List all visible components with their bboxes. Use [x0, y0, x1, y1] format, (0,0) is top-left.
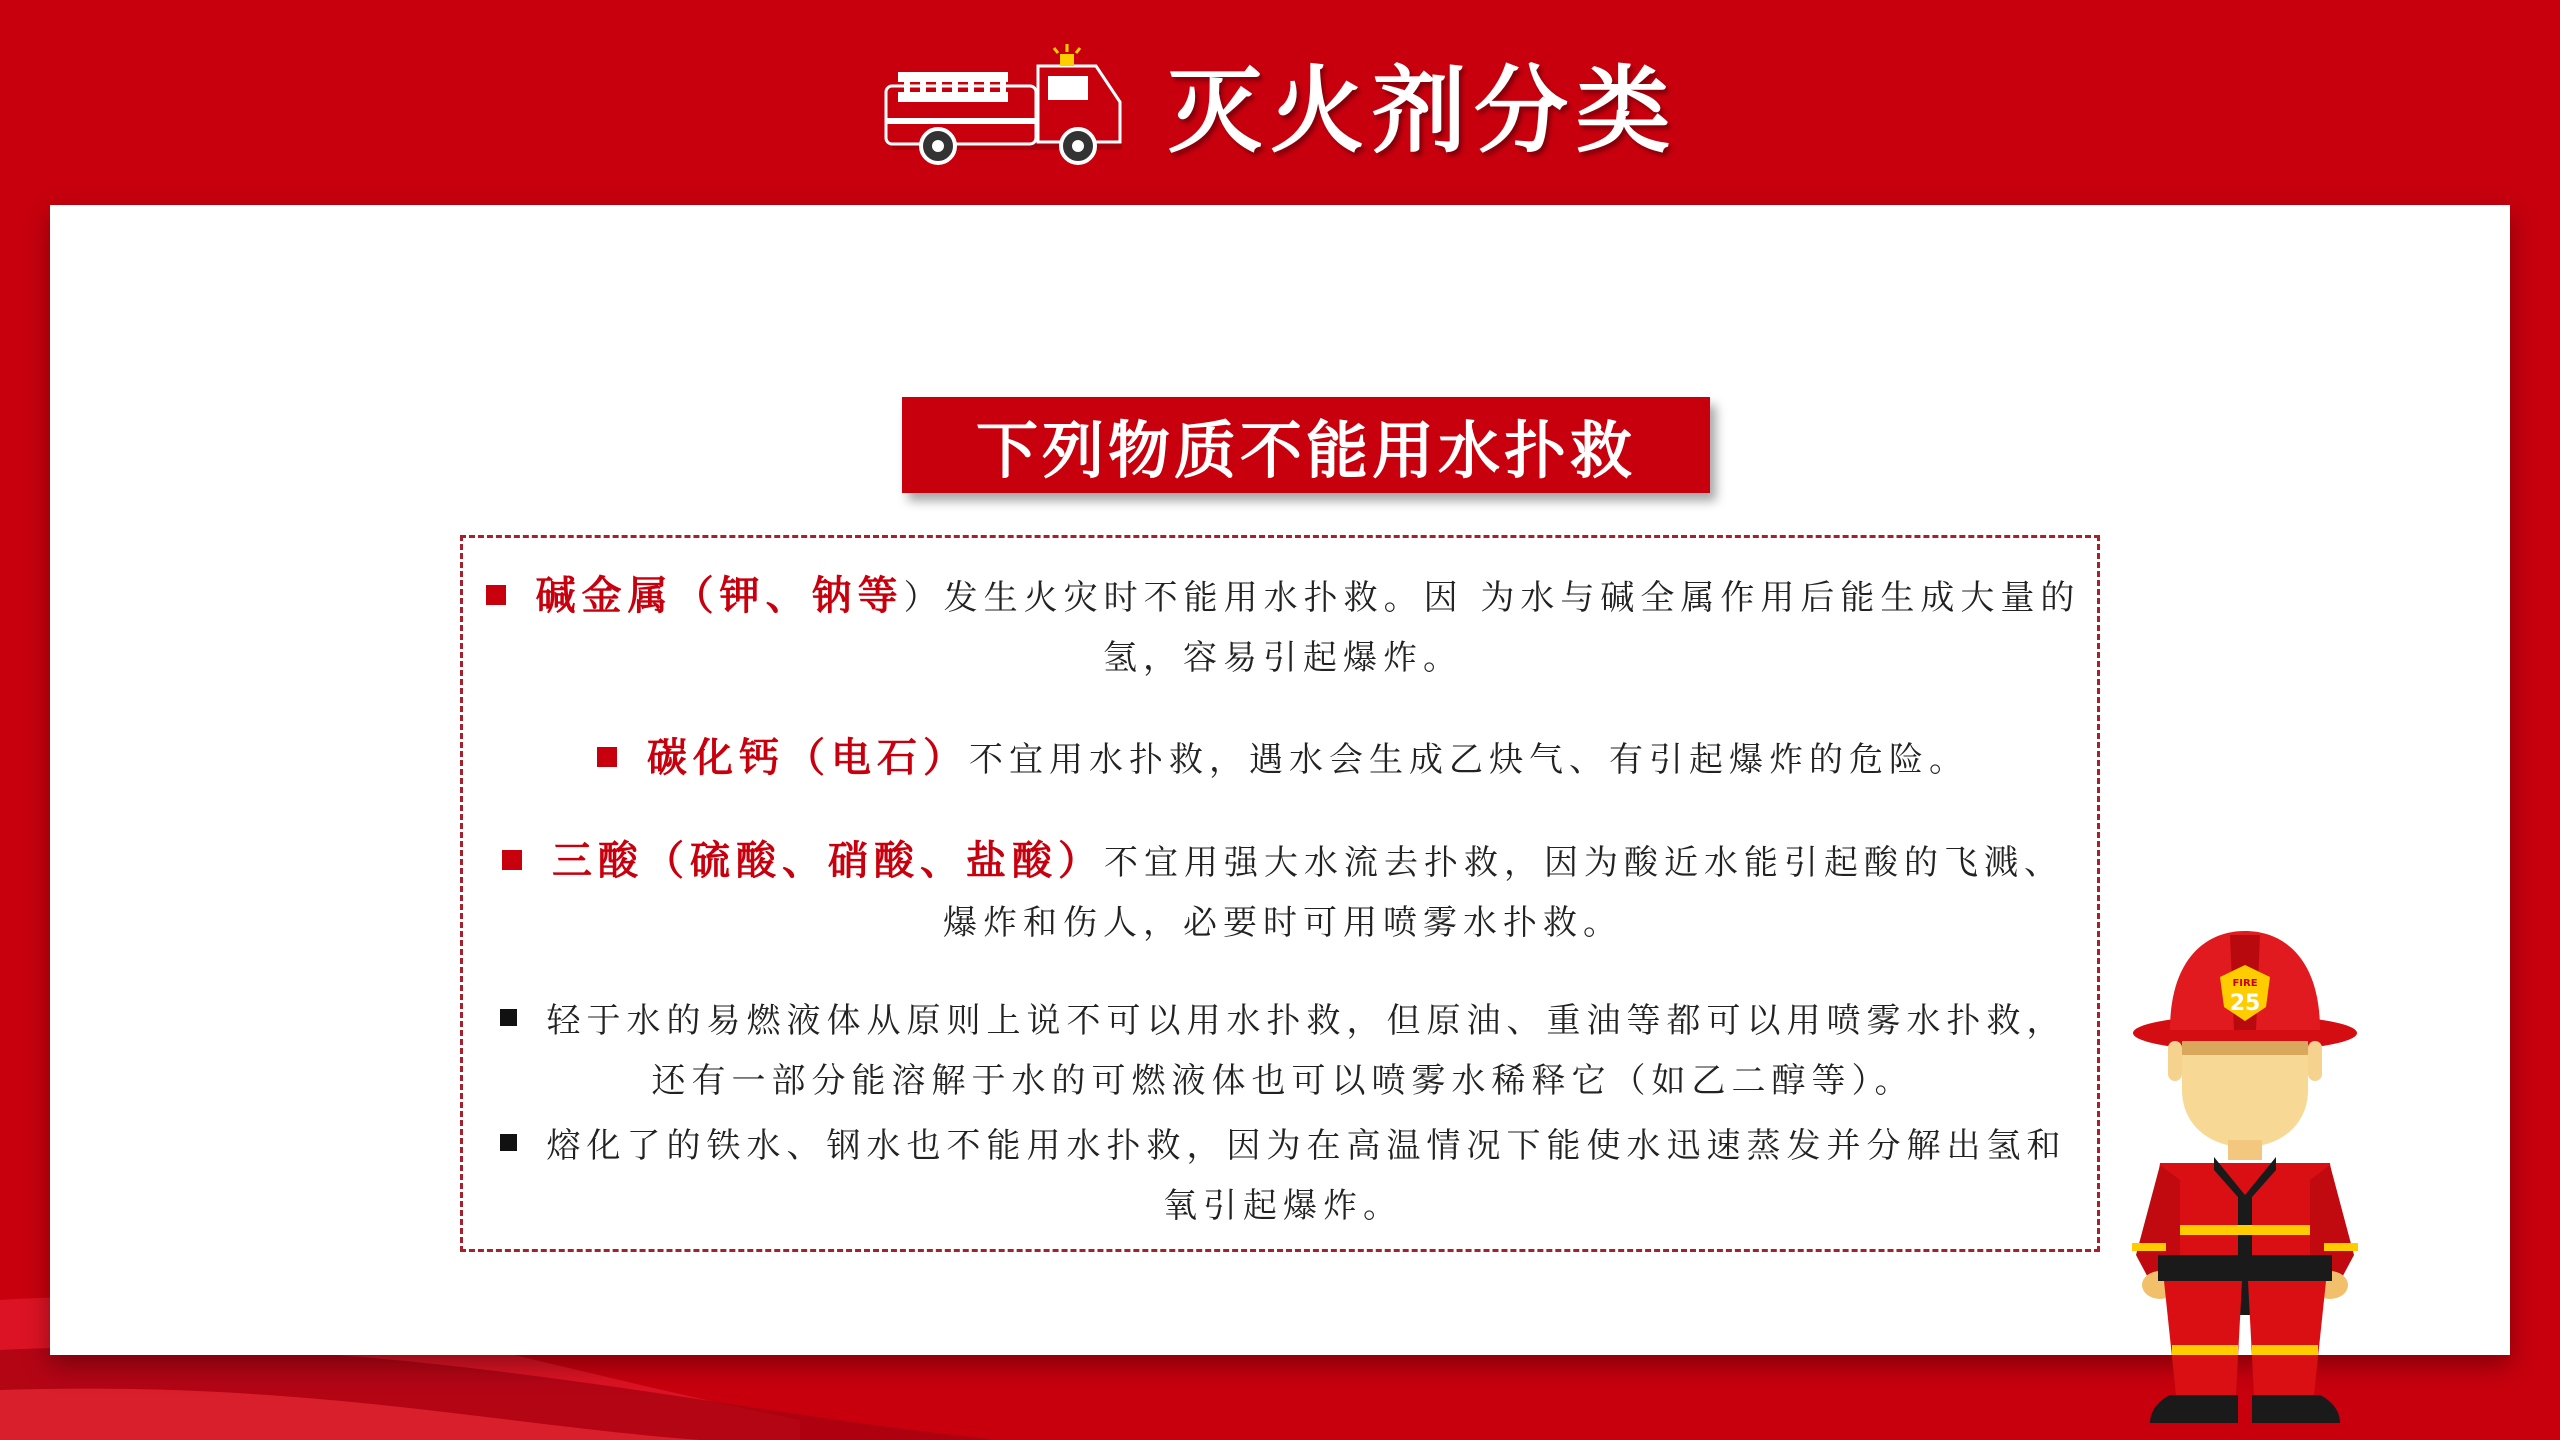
bullet-square-icon	[500, 1009, 517, 1026]
subtitle: 下列物质不能用水扑救	[975, 413, 1636, 487]
fire-truck-icon	[882, 42, 1132, 167]
item-text: ）发生火灾时不能用水扑救。因 为水与碱全属作用后能生成大量的氢，容易引起爆炸。	[903, 578, 2081, 678]
helmet-badge-number: 25	[2229, 991, 2261, 1016]
list-item	[483, 566, 2083, 688]
firefighter-illustration	[2130, 925, 2360, 1440]
bullet-square-icon	[486, 585, 506, 605]
helmet-badge-label: FIRE	[2232, 978, 2258, 989]
header	[0, 0, 2560, 205]
list-item	[483, 1116, 2083, 1236]
rules-list	[460, 535, 2100, 1252]
item-text: 不宜用强大水流去扑救，因为酸近水能引起酸的飞溅、爆炸和伤人，必要时可用喷雾水扑救。	[943, 843, 2064, 943]
item-text: 轻于水的易燃液体从原则上说不可以用水扑救，但原油、重油等都可以用喷雾水扑救，还有一部分能溶解于水的可燃液体也可以喷雾水稀释它（如乙二醇等）。	[546, 1001, 2067, 1101]
item-text: 熔化了的铁水、钢水也不能用水扑救，因为在高温情况下能使水迅速蒸发并分解出氢和氧引起爆炸。	[546, 1126, 2067, 1226]
bullet-square-icon	[500, 1134, 517, 1151]
item-text: 不宜用水扑救，遇水会生成乙炔气、有引起爆炸的危险。	[969, 740, 1969, 780]
item-key: 碳化钙（电石）	[647, 735, 969, 781]
list-item	[483, 991, 2083, 1111]
item-key: 碱金属（钾、钠等	[535, 573, 904, 619]
subtitle-banner	[902, 397, 1710, 493]
bullet-square-icon	[597, 747, 617, 767]
bullet-square-icon	[502, 850, 522, 870]
page-title: 灭火剂分类	[1167, 57, 1678, 166]
list-item	[483, 728, 2083, 790]
list-item	[483, 831, 2083, 953]
item-key: 三酸（硫酸、硝酸、盐酸）	[552, 838, 1104, 884]
